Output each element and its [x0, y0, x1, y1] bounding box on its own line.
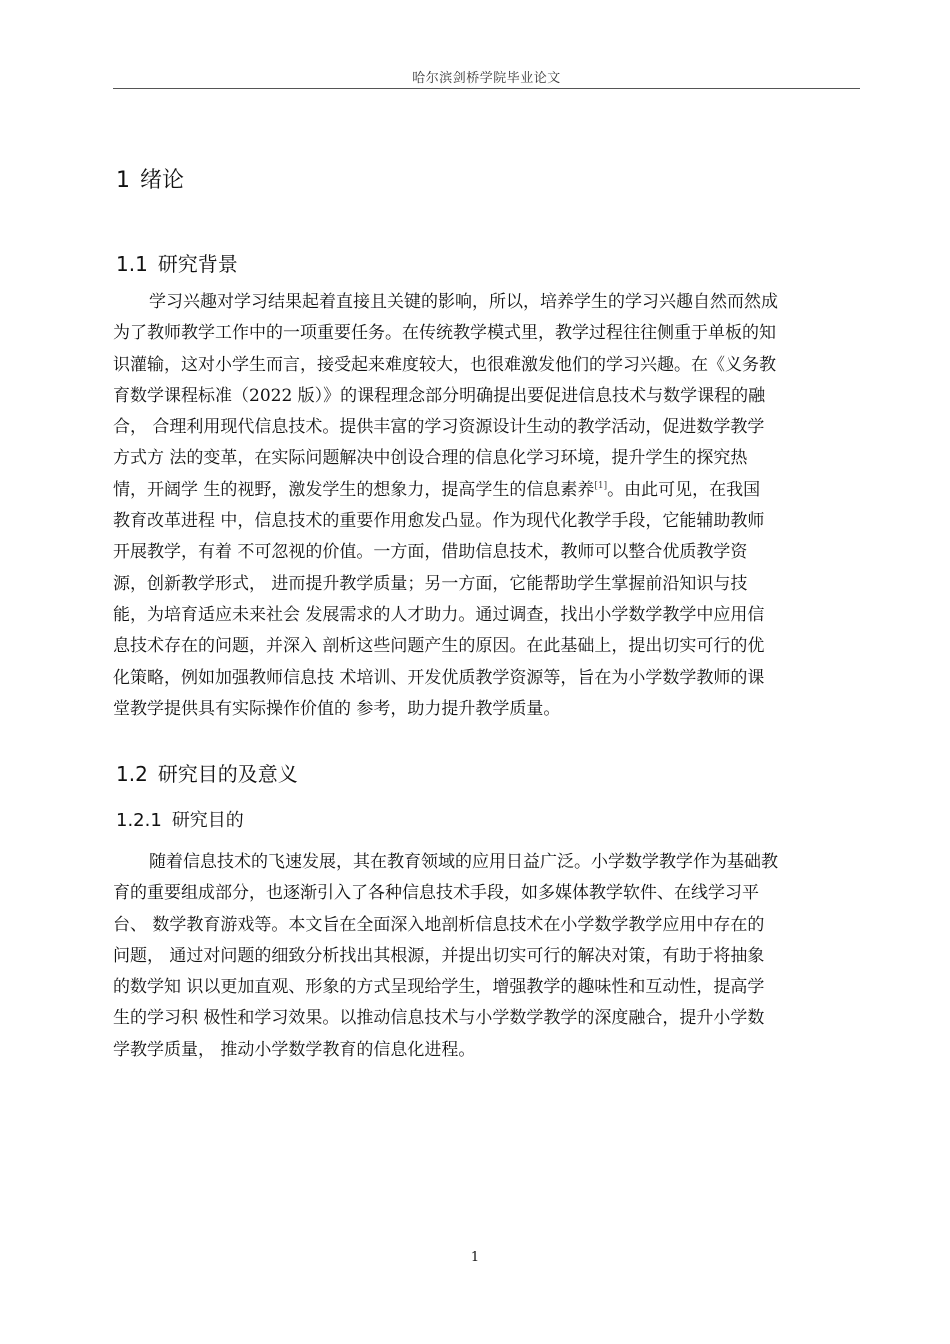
- text-line: 开展教学，有着 不可忽视的价值。一方面，借助信息技术，教师可以整合优质教学资: [113, 542, 748, 563]
- page-number: 1: [470, 1250, 480, 1265]
- chapter-number: 1: [116, 168, 130, 193]
- chapter-title: 绪论: [140, 168, 185, 193]
- text-line: 识灌输，这对小学生而言，接受起来难度较大，也很难激发他们的学习兴趣。在《义务教: [113, 354, 776, 375]
- text-line: 化策略，例如加强教师信息技 术培训、开发优质教学资源等，旨在为小学数学教师的课: [113, 667, 765, 688]
- text-line: 教育改革进程 中，信息技术的重要作用愈发凸显。作为现代化教学手段，它能辅助教师: [113, 511, 765, 532]
- text-line: 台、 数学教育游戏等。本文旨在全面深入地剖析信息技术在小学数学教学应用中存在的: [113, 914, 765, 935]
- text-line-with-citation: [113, 475, 865, 506]
- header-rule: [113, 88, 860, 89]
- text-line: 随着信息技术的飞速发展，其在教育领域的应用日益广泛。小学数学教学作为基础教: [149, 852, 778, 872]
- text-line: 方式方 法的变革，在实际问题解决中创设合理的信息化学习环境，提升学生的探究热: [113, 448, 748, 469]
- section-title: 研究目的及意义: [157, 762, 298, 786]
- citation-reference[interactable]: [1]: [594, 480, 608, 491]
- text-line: 学习兴趣对学习结果起着直接且关键的影响，所以，培养学生的学习兴趣自然而然成: [149, 292, 778, 312]
- text-line: 的数学知 识以更加直观、形象的方式呈现给学生，增强教学的趣味性和互动性，提高学: [113, 977, 765, 998]
- text-line-tail: 。由此可见，在我国: [607, 479, 761, 500]
- text-line: 育数学课程标准（2022 版）》的课程理念部分明确提出要促进信息技术与数学课程的融: [113, 385, 766, 406]
- section-title: 研究背景: [157, 252, 238, 276]
- text-line: 能，为培育适应未来社会 发展需求的人才助力。通过调查，找出小学数学教学中应用信: [113, 604, 765, 625]
- purpose-paragraph: [113, 847, 865, 1066]
- text-line: 堂教学提供具有实际操作价值的 参考，助力提升教学质量。: [113, 698, 561, 719]
- subsection-1-2-1-heading: [116, 806, 244, 832]
- running-header: 哈尔滨剑桥学院毕业论文: [412, 71, 561, 86]
- text-line: 合， 合理利用现代信息技术。提供丰富的学习资源设计生动的教学活动，促进数学教学: [113, 417, 765, 438]
- text-line: 问题， 通过对问题的细致分析找出其根源，并提出切实可行的解决对策，有助于将抽象: [113, 945, 765, 966]
- text-line: 为了教师教学工作中的一项重要任务。在传统教学模式里，教学过程往往侧重于单板的知: [113, 323, 776, 344]
- subsection-number: 1.2.1: [116, 810, 162, 831]
- section-1-2-heading: [116, 758, 298, 787]
- section-number: 1.2: [116, 762, 148, 786]
- chapter-heading: [116, 163, 184, 194]
- section-number: 1.1: [116, 252, 148, 276]
- text-line: 育的重要组成部分，也逐渐引入了各种信息技术手段，如多媒体教学软件、在线学习平: [113, 883, 759, 904]
- text-line: 学教学质量， 推动小学数学教育的信息化进程。: [113, 1039, 476, 1060]
- section-1-1-heading: [116, 248, 238, 277]
- background-paragraph: [113, 287, 865, 725]
- text-line: 源，创新教学形式， 进而提升教学质量；另一方面，它能帮助学生掌握前沿知识与技: [113, 573, 748, 594]
- subsection-title: 研究目的: [171, 810, 244, 831]
- text-line: 生的学习积 极性和学习效果。以推动信息技术与小学数学教学的深度融合，提升小学数: [113, 1008, 765, 1029]
- text-line: 情，开阔学 生的视野，激发学生的想象力，提高学生的信息素养: [113, 479, 595, 500]
- text-line: 息技术存在的问题，并深入 剖析这些问题产生的原因。在此基础上，提出切实可行的优: [113, 636, 765, 657]
